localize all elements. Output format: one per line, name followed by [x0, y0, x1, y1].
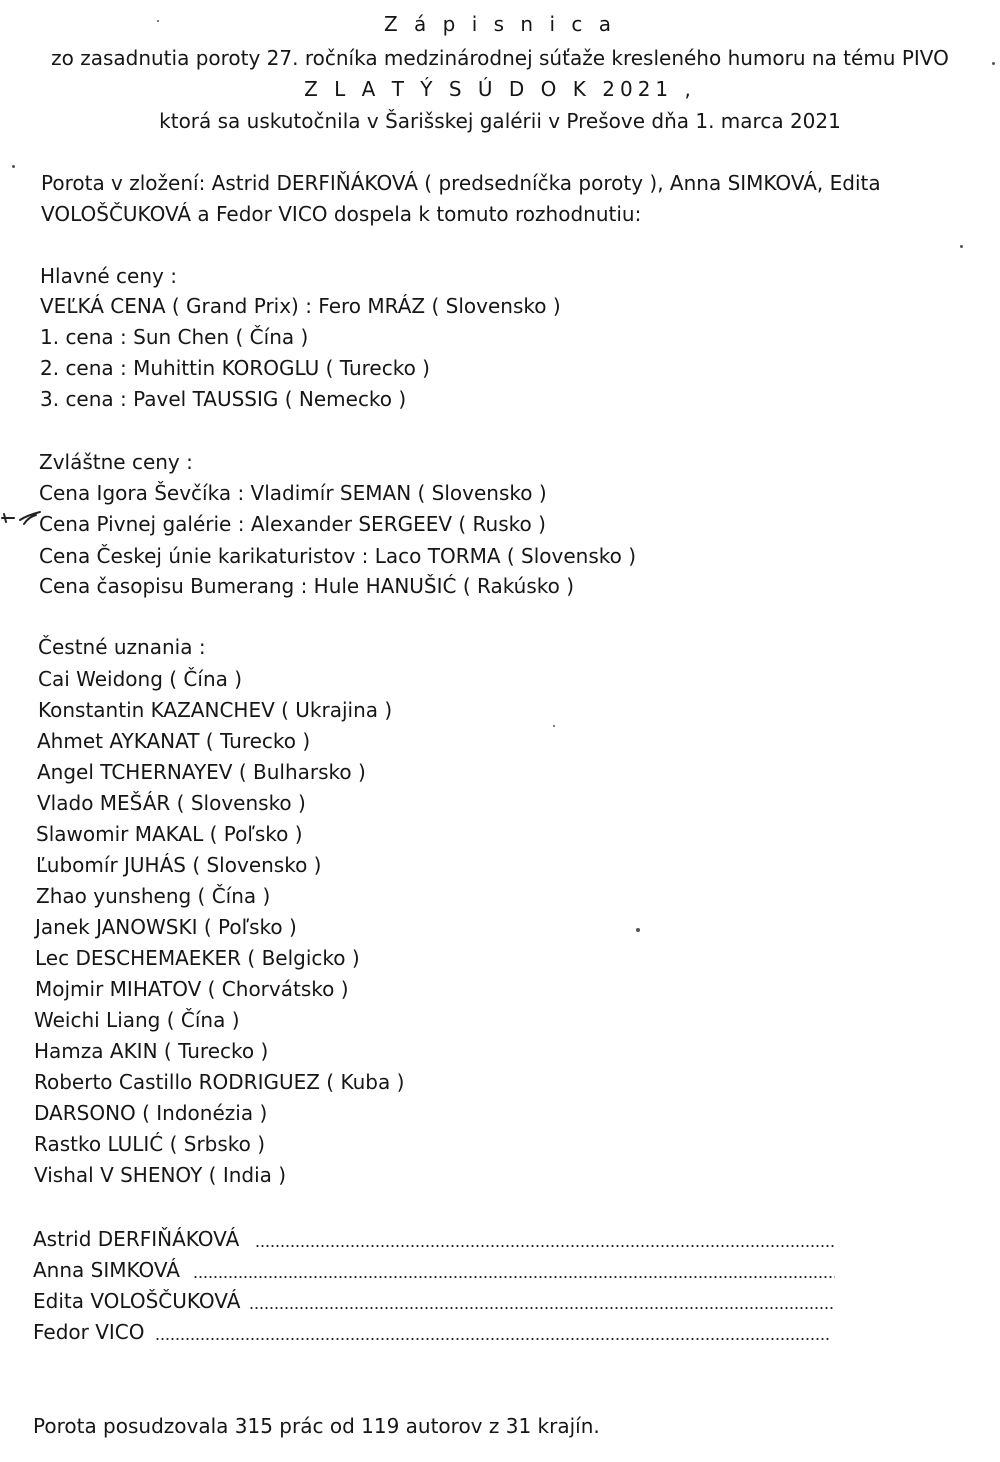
- signature-name: Anna SIMKOVÁ: [33, 1258, 180, 1282]
- honorable-mention-item: Ľubomír JUHÁS ( Slovensko ): [36, 853, 322, 877]
- main-prize-item: 1. cena : Sun Chen ( Čína ): [40, 325, 309, 349]
- special-prize-item: Cena Českej únie karikaturistov : Laco TORMA ( Slovensko ): [39, 544, 637, 568]
- document-title: Z á p i s n i c a: [384, 12, 616, 36]
- signature-line: [33, 1290, 835, 1312]
- main-prizes-heading: Hlavné ceny :: [40, 264, 177, 288]
- honorable-mentions-heading: Čestné uznania :: [38, 635, 206, 659]
- signature-name: Astrid DERFIŇÁKOVÁ: [33, 1227, 240, 1251]
- signature-name: Fedor VICO: [33, 1320, 145, 1344]
- scan-speck: [157, 20, 159, 22]
- honorable-mention-item: Konstantin KAZANCHEV ( Ukrajina ): [38, 698, 393, 722]
- signature-dotted-line: [155, 1338, 831, 1340]
- special-prize-item: Cena Pivnej galérie : Alexander SERGEEV ( Rusko ): [39, 512, 546, 536]
- honorable-mention-item: Zhao yunsheng ( Čína ): [36, 884, 271, 908]
- signature-name: Edita VOLOŠČUKOVÁ: [33, 1289, 241, 1313]
- signature-line: [33, 1259, 835, 1281]
- honorable-mention-item: Ahmet AYKANAT ( Turecko ): [37, 729, 311, 753]
- special-prizes-heading: Zvláštne ceny :: [39, 450, 193, 474]
- honorable-mention-item: Mojmir MIHATOV ( Chorvátsko ): [35, 977, 349, 1001]
- main-prize-item: VEĽKÁ CENA ( Grand Prix) : Fero MRÁZ ( Slovensko ): [40, 294, 561, 318]
- special-prize-item: Cena časopisu Bumerang : Hule HANUŠIĆ ( Rakúsko ): [39, 574, 575, 598]
- main-prize-item: 3. cena : Pavel TAUSSIG ( Nemecko ): [40, 387, 407, 411]
- jury-line-2: VOLOŠČUKOVÁ a Fedor VICO dospela k tomuto rozhodnutiu:: [41, 202, 642, 226]
- honorable-mention-item: Angel TCHERNAYEV ( Bulharsko ): [37, 760, 366, 784]
- scan-speck: [12, 165, 15, 168]
- scan-speck: [960, 245, 963, 248]
- signature-line: [33, 1228, 835, 1250]
- honorable-mention-item: Janek JANOWSKI ( Poľsko ): [35, 915, 297, 939]
- scan-speck: [992, 62, 995, 65]
- special-prize-item: Cena Igora Ševčíka : Vladimír SEMAN ( Slovensko ): [39, 481, 547, 505]
- signature-dotted-line: [249, 1307, 835, 1309]
- pen-mark: [0, 506, 50, 530]
- honorable-mention-item: Roberto Castillo RODRIGUEZ ( Kuba ): [34, 1070, 405, 1094]
- honorable-mention-item: Slawomir MAKAL ( Poľsko ): [36, 822, 303, 846]
- honorable-mention-item: Vishal V SHENOY ( India ): [34, 1163, 287, 1187]
- jury-line-1: Porota v zložení: Astrid DERFIŇÁKOVÁ ( predsedníčka poroty ), Anna SIMKOVÁ, Edita: [41, 171, 881, 195]
- signature-line: [33, 1321, 831, 1343]
- honorable-mention-item: Lec DESCHEMAEKER ( Belgicko ): [35, 946, 360, 970]
- honorable-mention-item: Weichi Liang ( Čína ): [34, 1008, 240, 1032]
- honorable-mention-item: Cai Weidong ( Čína ): [38, 667, 243, 691]
- signature-dotted-line: [255, 1245, 835, 1247]
- main-prize-item: 2. cena : Muhittin KOROGLU ( Turecko ): [40, 356, 430, 380]
- header-line-event: Z L A T Ý S Ú D O K 2021 ,: [304, 77, 696, 101]
- honorable-mention-item: Vlado MEŠÁR ( Slovensko ): [37, 791, 306, 815]
- honorable-mention-item: Hamza AKIN ( Turecko ): [34, 1039, 269, 1063]
- scan-speck: [636, 928, 640, 932]
- honorable-mention-item: DARSONO ( Indonézia ): [34, 1101, 268, 1125]
- header-line-venue: ktorá sa uskutočnila v Šarišskej galérii v Prešove dňa 1. marca 2021: [159, 109, 841, 133]
- honorable-mention-item: Rastko LULIĆ ( Srbsko ): [34, 1132, 266, 1156]
- signature-dotted-line: [193, 1276, 835, 1278]
- header-line-competition: zo zasadnutia poroty 27. ročníka medzinárodnej súťaže kresleného humoru na tému PIVO: [51, 46, 949, 70]
- scan-speck: [553, 725, 555, 727]
- footer-summary: Porota posudzovala 315 prác od 119 autorov z 31 krajín.: [33, 1414, 600, 1438]
